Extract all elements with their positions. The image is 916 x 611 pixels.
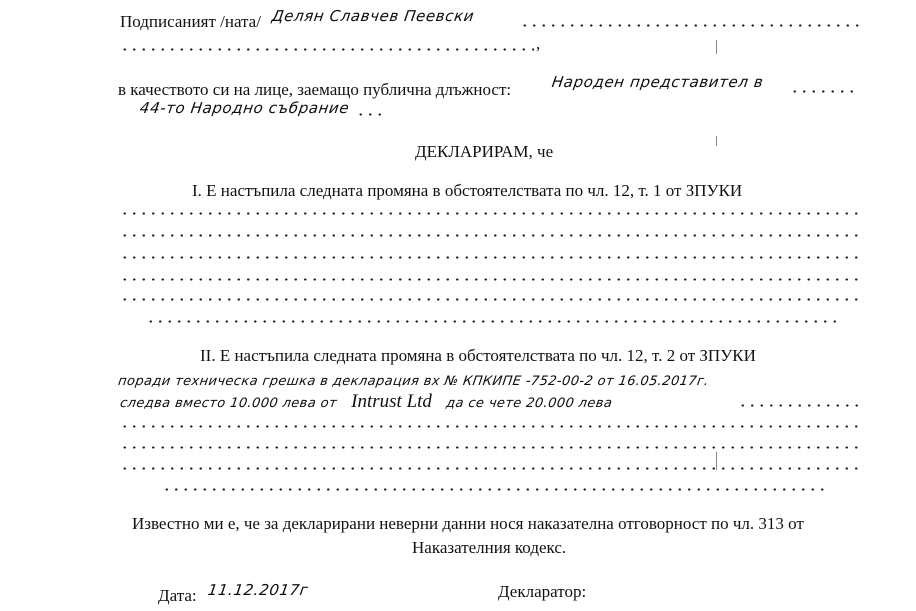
signatory-dots-1 <box>520 24 860 27</box>
capacity-handwriting-1: Народен представител в <box>550 73 765 91</box>
section2-heading: II. Е настъпила следната промяна в обстоятелствата по чл. 12, т. 2 от ЗПУКИ <box>200 346 756 365</box>
section2-dots-3 <box>120 467 862 470</box>
date-value <box>208 580 308 600</box>
capacity-position-1 <box>552 72 763 92</box>
section1-dots-1 <box>120 212 862 215</box>
section2-handwriting-company: Intrust Ltd <box>351 391 432 412</box>
section1-heading: I. Е настъпила следната промяна в обстоятелствата по чл. 12, т. 1 от ЗПУКИ <box>192 181 743 200</box>
section1-dots-2 <box>120 234 862 237</box>
section1-dots-4 <box>120 278 862 281</box>
scan-mark <box>716 40 717 54</box>
section2-handwriting-2b: да се чете 20.000 лева <box>445 396 614 411</box>
scan-mark <box>716 452 717 470</box>
declaration-title: ДЕКЛАРИРАМ, че <box>415 142 554 161</box>
capacity-label: в качеството си на лице, заемащо публична длъжност: <box>118 80 512 99</box>
section1-dots-5 <box>120 298 862 301</box>
declarant-label: Декларатор: <box>498 582 587 601</box>
signatory-name-handwriting: Делян Славчев Пеевски <box>270 7 476 25</box>
date-label: Дата: <box>158 586 197 605</box>
capacity-handwriting-2: 44-то Народно събрание <box>138 99 351 117</box>
signatory-comma: , <box>536 34 541 53</box>
section2-handwritten-2 <box>120 392 612 414</box>
capacity-dots-2 <box>356 113 382 116</box>
liability-line-1: Известно ми е, че за декларирани неверни данни нося наказателна отговорност по чл. 313 от <box>132 514 804 533</box>
date-handwriting: 11.12.2017г <box>206 581 310 599</box>
capacity-dots-1 <box>790 90 860 93</box>
capacity-position-2 <box>140 98 349 118</box>
section2-handwriting-1: поради техническа грешка в декларация вх № КПКИПЕ -752-00-2 от 16.05.2017г. <box>117 374 710 389</box>
section2-dots-0 <box>738 404 862 407</box>
section2-dots-2 <box>120 446 862 449</box>
section2-dots-4 <box>162 488 830 491</box>
section1-dots-3 <box>120 256 862 259</box>
section1-dots-6 <box>146 320 840 323</box>
section2-handwriting-2a: следва вместо 10.000 лева от <box>119 396 339 411</box>
signatory-row <box>120 12 261 32</box>
section2-dots-1 <box>120 425 862 428</box>
scan-mark <box>716 136 717 146</box>
section2-handwritten-1 <box>118 370 709 392</box>
signatory-label: Подписаният /ната/ <box>120 12 261 31</box>
signatory-name <box>272 6 474 26</box>
signatory-dots-2 <box>120 48 534 51</box>
liability-line-2: Наказателния кодекс. <box>412 538 567 557</box>
